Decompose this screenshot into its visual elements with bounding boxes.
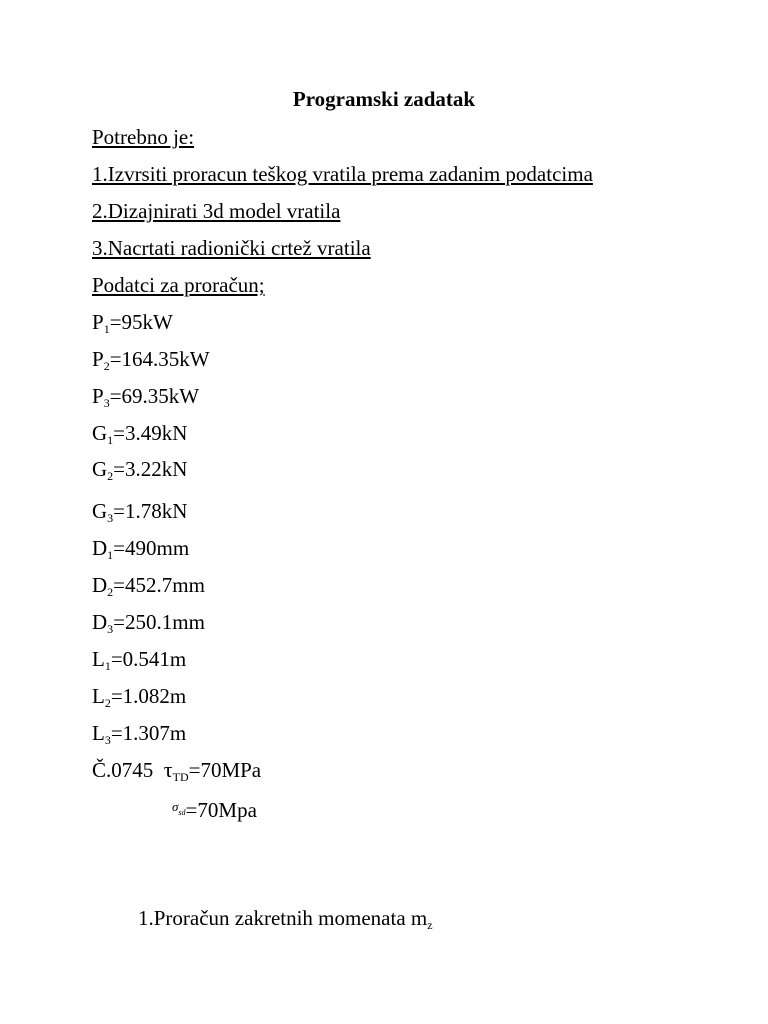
param-subscript: 2 (103, 359, 110, 373)
param-symbol: G (92, 499, 108, 523)
section-heading (138, 905, 433, 931)
param-value: =3.22kN (113, 457, 188, 481)
param-subscript: 2 (107, 469, 114, 483)
param-value: =1.307m (110, 721, 187, 745)
param-value: =0.541m (110, 647, 187, 671)
document-title: Programski zadatak (292, 87, 476, 111)
param-subscript: 1 (104, 659, 111, 673)
param-subscript: 3 (107, 511, 114, 525)
material-code: Č.0745 (92, 758, 154, 782)
param-subscript: 3 (103, 396, 110, 410)
param-p1 (92, 309, 173, 335)
param-p3 (92, 383, 199, 409)
sigma-value: =70Mpa (185, 798, 257, 822)
param-l1 (92, 646, 186, 672)
param-value: =95kW (109, 310, 173, 334)
tau-subscript: TD (172, 770, 189, 784)
tau-symbol: τ (163, 757, 173, 782)
param-g3 (92, 498, 187, 524)
param-value: =490mm (113, 536, 190, 560)
param-symbol: L (92, 721, 105, 745)
param-symbol: P (92, 384, 104, 408)
param-d1 (92, 535, 189, 561)
param-subscript: 1 (107, 433, 114, 447)
param-p2 (92, 346, 210, 372)
sigma-line (172, 794, 257, 826)
param-symbol: L (92, 684, 105, 708)
param-symbol: D (92, 573, 108, 597)
section-text: 1.Proračun zakretnih momenata m (138, 906, 428, 930)
param-l3 (92, 720, 186, 746)
param-value: =1.082m (110, 684, 187, 708)
material-line (92, 757, 261, 783)
task-3: 3.Nacrtati radionički crtež vratila (92, 236, 371, 260)
tau-value: =70MPa (188, 758, 262, 782)
sigma-symbol: σ (172, 799, 179, 814)
param-symbol: L (92, 647, 105, 671)
param-subscript: 3 (104, 733, 111, 747)
param-symbol: D (92, 536, 108, 560)
param-value: =3.49kN (113, 421, 188, 445)
param-d3 (92, 609, 205, 635)
param-value: =69.35kW (109, 384, 200, 408)
task-1: 1.Izvrsiti proracun teškog vratila prema zadanim podatcima (92, 162, 593, 186)
param-value: =1.78kN (113, 499, 188, 523)
param-symbol: G (92, 457, 108, 481)
param-symbol: P (92, 310, 104, 334)
param-subscript: 2 (104, 696, 111, 710)
param-g2 (92, 456, 187, 482)
sigma-subscript: sd (178, 808, 186, 817)
param-g1 (92, 420, 187, 446)
param-symbol: D (92, 610, 108, 634)
data-heading: Podatci za proračun; (92, 273, 265, 297)
param-value: =164.35kW (109, 347, 210, 371)
section-subscript: z (427, 918, 433, 932)
param-subscript: 3 (107, 622, 114, 636)
param-symbol: P (92, 347, 104, 371)
param-l2 (92, 683, 186, 709)
param-subscript: 1 (107, 548, 114, 562)
param-subscript: 2 (107, 585, 114, 599)
param-subscript: 1 (103, 322, 110, 336)
param-symbol: G (92, 421, 108, 445)
param-d2 (92, 572, 205, 598)
param-value: =452.7mm (113, 573, 205, 597)
task-2: 2.Dizajnirati 3d model vratila (92, 199, 341, 223)
intro-text: Potrebno je: (92, 125, 195, 149)
param-value: =250.1mm (113, 610, 205, 634)
